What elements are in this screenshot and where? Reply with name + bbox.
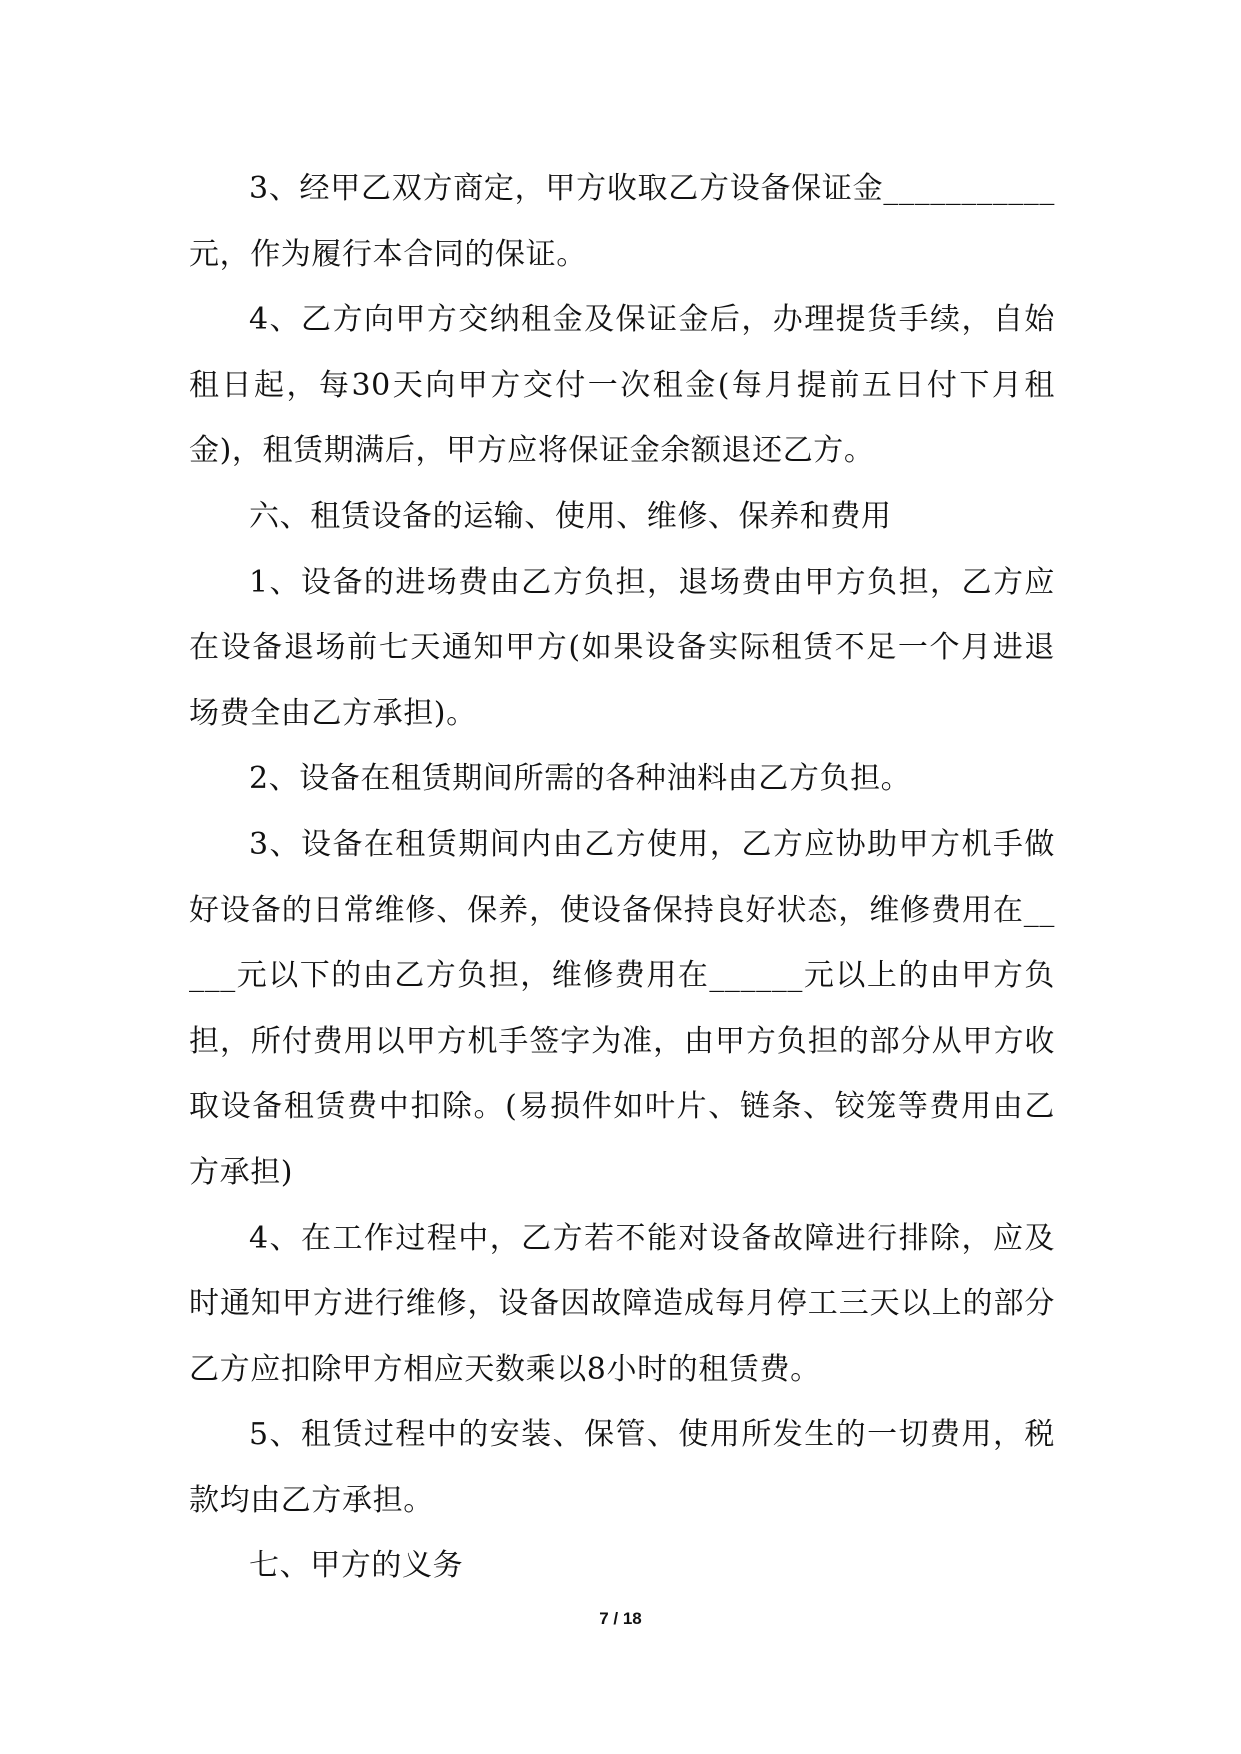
paragraph-fault-repair: 4、在工作过程中，乙方若不能对设备故障进行排除，应及时通知甲方进行维修，设备因故障造成每月停工三天以上的部分乙方应扣除甲方相应天数乘以8小时的租赁费。 xyxy=(189,1220,1055,1387)
paragraph-rent-payment: 4、乙方向甲方交纳租金及保证金后，办理提货手续，自始租日起，每30天向甲方交付一次租金(每月提前五日付下月租金)，租赁期满后，甲方应将保证金余额退还乙方。 xyxy=(189,302,1055,469)
paragraph-installation-costs: 5、租赁过程中的安装、保管、使用所发生的一切费用，税款均由乙方承担。 xyxy=(189,1417,1055,1518)
paragraph-entry-exit-fees: 1、设备的进场费由乙方负担，退场费由甲方负担，乙方应在设备退场前七天通知甲方(如果设备实际租赁不足一个月进退场费全由乙方承担)。 xyxy=(189,564,1055,731)
paragraph-deposit: 3、经甲乙双方商定，甲方收取乙方设备保证金___________元，作为履行本合同的保证。 xyxy=(189,171,1055,272)
page-number: 7 / 18 xyxy=(599,1609,642,1628)
paragraph-maintenance: 3、设备在租赁期间内由乙方使用，乙方应协助甲方机手做好设备的日常维修、保养，使设备保持良好状态，维修费用在_____元以下的由乙方负担，维修费用在______元以上的由甲方负担，所付费用以甲方机手签字为准，由甲方负担的部分从甲方收取设备租赁费中扣除。(易损件如叶片、链条、铰笼等费用由乙方承担) xyxy=(189,826,1055,1190)
paragraph-fuel-costs: 2、设备在租赁期间所需的各种油料由乙方负担。 xyxy=(249,761,912,797)
section-heading-party-a-obligations: 七、甲方的义务 xyxy=(249,1548,464,1584)
section-heading-equipment-usage: 六、租赁设备的运输、使用、维修、保养和费用 xyxy=(249,498,892,534)
document-body xyxy=(189,156,1055,1599)
